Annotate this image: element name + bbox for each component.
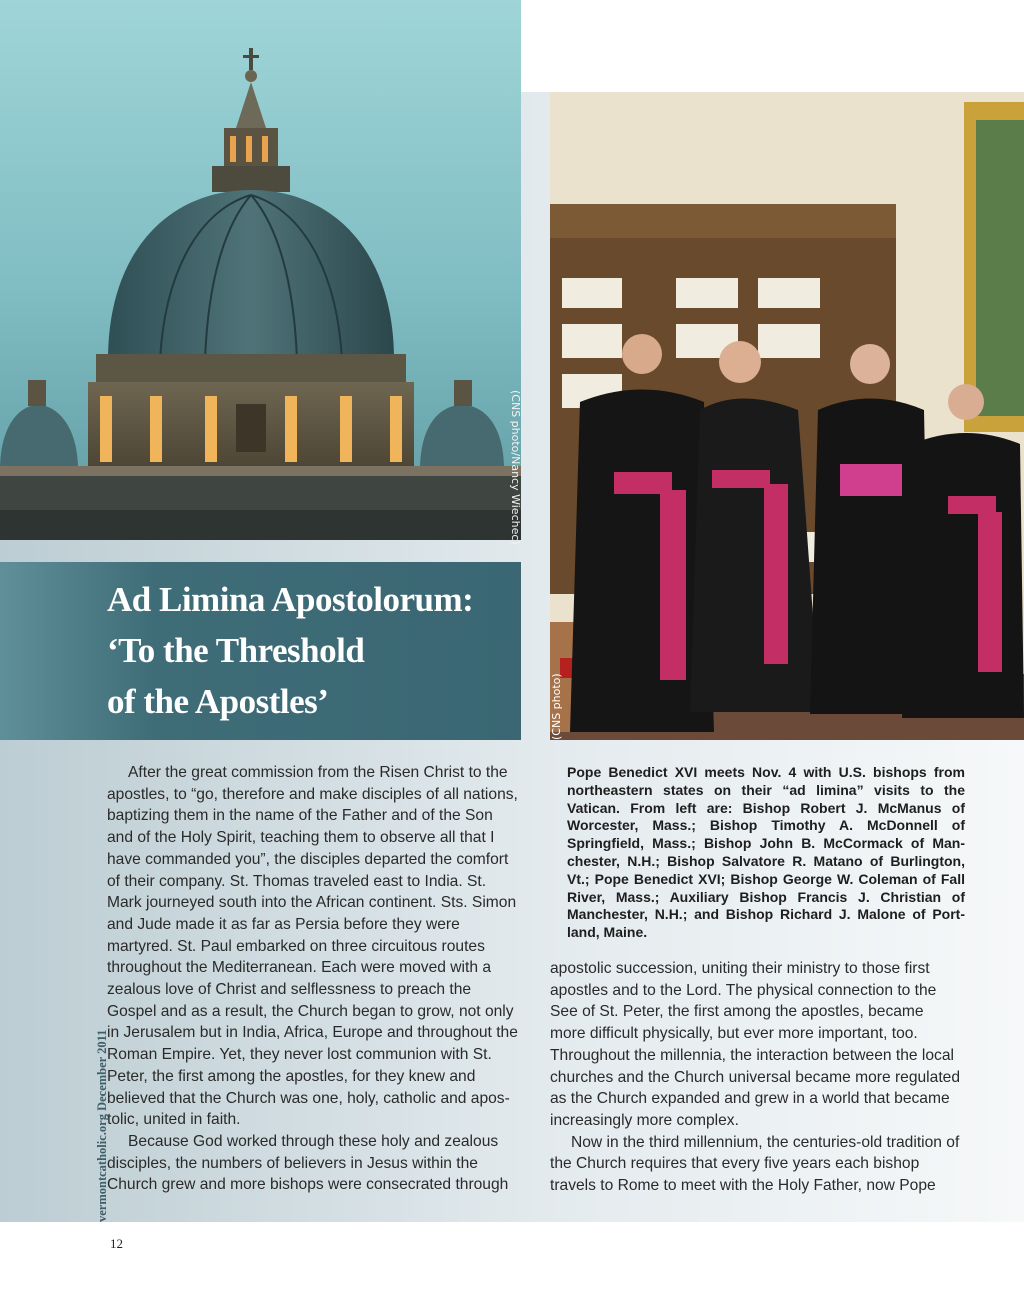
title-line: Ad Limina Apostolorum: (107, 580, 474, 619)
article-body-right-column (550, 958, 960, 1197)
page-number: 12 (110, 1236, 123, 1251)
body-paragraph: After the great commission from the Risen Christ to the apostles, to “go, therefore and make disciples of all nations, baptizing them in the name of the Father and of the Son and of the Holy Spirit, teaching them to observe all that I have commanded you”, the disciples departed the comfort of their company. St. Thomas traveled east to India. St. Mark journeyed south into the African continent. Sts. Simon and Jude made it as far as Persia before they were martyred. St. Paul embarked on three circuitous routes throughout the Mediterranean. Each were moved with a zealous love of Christ and selflessness to preach the Gospel and as a result, the Church began to grow, not only in Jerusalem but in India, Africa, Europe and throughout the Roman Empire. Yet, they never lost communion with St. Peter, the first among the apostles, for they knew and believed that the Church was one, holy, catholic and apostolic, united in faith. (107, 764, 518, 1129)
side-folio: vermontcatholic.org December 2011 (95, 1029, 109, 1222)
photo-caption: Pope Benedict XVI meets Nov. 4 with U.S. bishops from northeastern states on their “ad limina” visits to the Vatican. From left are: Bishop Robert J. McManus of Worcester, Mass.; Bishop Timothy A. McDonnell of Springfield, Mass.; Bishop John B. McCormack of Manchester, N.H.; Bishop Salvatore R. Matano of Burlington, Vt.; Pope Benedict XVI; Bishop George W. Coleman of Fall River, Mass.; Auxiliary Bishop Francis J. Christian of Manchester, N.H.; and Bishop Richard J. Malone of Portland, Maine. (567, 764, 965, 941)
title-box (0, 562, 521, 740)
article-body-left-column (107, 762, 521, 1196)
dome-illustration (0, 0, 521, 540)
group-photo-credit: (CNS photo) (550, 673, 563, 740)
body-paragraph: Because God worked through these holy and zealous disciples, the numbers of believers in Jesus within the Church grew and more bishops were consecrated through (107, 1132, 509, 1194)
title-line: of the Apostles’ (107, 682, 329, 721)
dome-photo-credit: (CNS photo/Nancy Wiechec) (509, 390, 522, 545)
body-paragraph: apostolic succession, uniting their ministry to those first apostles and to the Lord. The physical connection to the See of St. Peter, the first among the apostles, became more difficult physically, but ever more important, too. Throughout the millennia, the interaction between the local churches and the Church universal became more regulated as the Church expanded and grew in a world that became increasingly more complex. (550, 960, 960, 1129)
top-margin (521, 0, 1024, 92)
article-title (107, 574, 517, 727)
title-line: ‘To the Threshold (107, 631, 365, 670)
bishops-with-pope-photo (550, 92, 1024, 740)
group-illustration (550, 92, 1024, 740)
st-peters-dome-photo (0, 0, 521, 540)
body-paragraph: Now in the third millennium, the centuries-old tradition of the Church requires that every five years each bishop travels to Rome to meet with the Holy Father, now Pope (550, 1133, 960, 1195)
